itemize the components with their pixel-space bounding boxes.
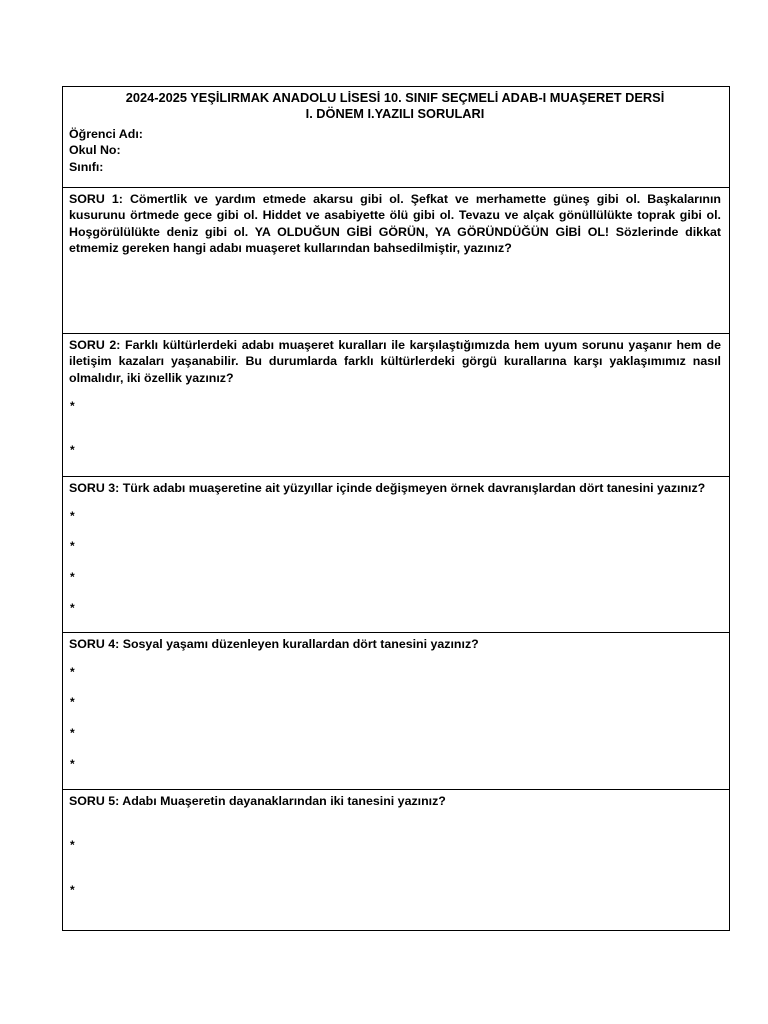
answer-bullet: *	[70, 443, 75, 458]
exam-title	[69, 90, 721, 122]
question-1-text: SORU 1: Cömertlik ve yardım etmede akarsu gibi ol. Şefkat ve merhamette güneş gibi ol. Başkalarının kusurunu örtmede gece gibi ol. Hiddet ve asabiyette ölü gibi ol. Tevazu ve alçak gönüllülükte toprak gibi ol. Hoşgörülülükte deniz gibi ol. YA OLDUĞUN GİBİ GÖRÜN, YA GÖRÜNDÜĞÜN GİBİ OL! Sözlerinde dikkat etmemiz gereken hangi adabı muaşeret kullarından bahsedilmiştir, yazınız?	[69, 192, 721, 256]
exam-title-line-1: 2024-2025 YEŞİLIRMAK ANADOLU LİSESİ 10. SINIF SEÇMELİ ADAB-I MUAŞERET DERSİ	[125, 90, 665, 105]
answer-bullet: *	[70, 601, 75, 616]
student-info	[69, 126, 721, 175]
question-2	[63, 334, 729, 477]
answer-bullet: *	[70, 883, 75, 898]
answer-bullet: *	[70, 757, 75, 772]
answer-bullet: *	[70, 399, 75, 414]
question-5	[63, 790, 729, 930]
question-4	[63, 633, 729, 790]
student-name-label: Öğrenci Adı:	[69, 127, 143, 141]
question-1	[63, 188, 729, 334]
school-no-label: Okul No:	[69, 143, 121, 158]
answer-bullet: *	[70, 726, 75, 741]
question-3-text: SORU 3: Türk adabı muaşeretine ait yüzyıllar içinde değişmeyen örnek davranışlardan dört tanesini yazınız?	[69, 481, 706, 495]
answer-bullet: *	[70, 838, 75, 853]
exam-header	[63, 87, 729, 188]
answer-bullet: *	[70, 665, 75, 680]
answer-bullet: *	[70, 509, 75, 524]
question-4-text: SORU 4: Sosyal yaşamı düzenleyen kurallardan dört tanesini yazınız?	[69, 637, 479, 651]
question-5-text: SORU 5: Adabı Muaşeretin dayanaklarından iki tanesini yazınız?	[69, 794, 446, 808]
class-label: Sınıfı:	[69, 159, 104, 174]
answer-bullet: *	[70, 570, 75, 585]
answer-bullet: *	[70, 695, 75, 710]
exam-title-line-2: I. DÖNEM I.YAZILI SORULARI	[305, 106, 485, 121]
exam-sheet	[62, 86, 730, 931]
question-2-text: SORU 2: Farklı kültürlerdeki adabı muaşeret kuralları ile karşılaştığımızda hem uyum sorunu yaşanır hem de iletişim kazaları yaşanabilir. Bu durumlarda farklı kültürlerdeki görgü kurallarına karşı yaklaşımımız nasıl olmalıdır, iki özellik yazınız?	[69, 338, 721, 385]
answer-bullet: *	[70, 539, 75, 554]
question-3	[63, 477, 729, 633]
